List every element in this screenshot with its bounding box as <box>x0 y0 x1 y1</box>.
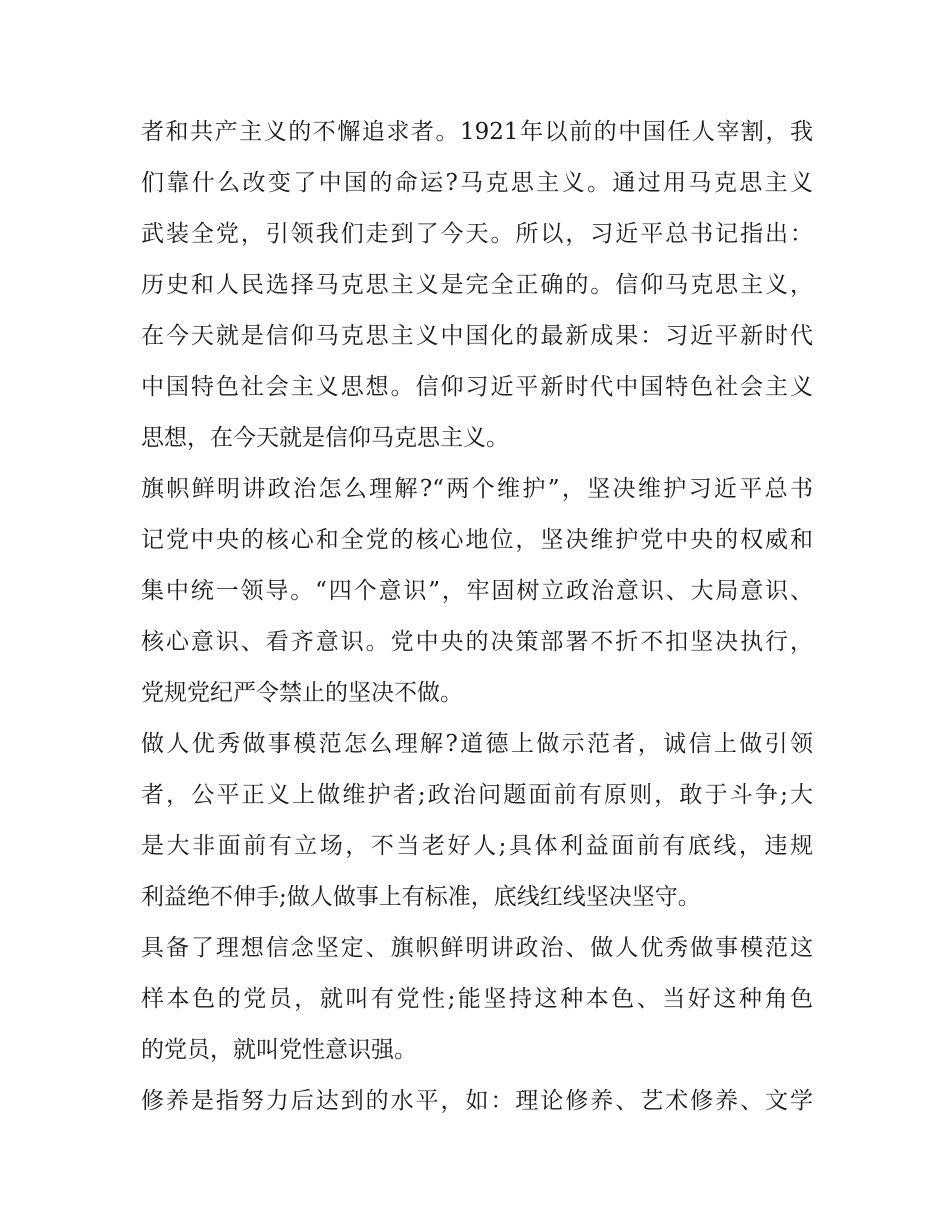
text-line: 集中统一领导。“四个意识”，牢固树立政治意识、大局意识、 <box>141 578 813 604</box>
text-line: 样本色的党员，就叫有党性;能坚持这种本色、当好这种角色 <box>141 986 813 1012</box>
text-line: 具备了理想信念坚定、旗帜鲜明讲政治、做人优秀做事模范这 <box>141 935 813 961</box>
text-line: 旗帜鲜明讲政治怎么理解?“两个维护”，坚决维护习近平总书 <box>141 476 813 502</box>
text-line: 者和共产主义的不懈追求者。1921年以前的中国任人宰割，我 <box>141 119 813 145</box>
text-line: 在今天就是信仰马克思主义中国化的最新成果：习近平新时代 <box>141 323 813 349</box>
text-line: 修养是指努力后达到的水平，如：理论修养、艺术修养、文学 <box>141 1088 813 1114</box>
text-line: 核心意识、看齐意识。党中央的决策部署不折不扣坚决执行， <box>141 629 813 655</box>
text-line: 者，公平正义上做维护者;政治问题面前有原则，敢于斗争;大 <box>141 782 813 808</box>
text-line: 记党中央的核心和全党的核心地位，坚决维护党中央的权威和 <box>141 527 813 553</box>
text-line: 的党员，就叫党性意识强。 <box>141 1037 417 1063</box>
body-text <box>141 107 813 1127</box>
text-line: 是大非面前有立场，不当老好人;具体利益面前有底线，违规 <box>141 833 813 859</box>
text-line: 利益绝不伸手;做人做事上有标准，底线红线坚决坚守。 <box>141 884 701 910</box>
text-line: 党规党纪严令禁止的坚决不做。 <box>141 680 463 706</box>
text-line: 思想，在今天就是信仰马克思主义。 <box>141 425 509 451</box>
text-line: 历史和人民选择马克思主义是完全正确的。信仰马克思主义， <box>141 272 813 298</box>
text-line: 做人优秀做事模范怎么理解?道德上做示范者，诚信上做引领 <box>141 731 813 757</box>
text-line: 武装全党，引领我们走到了今天。所以，习近平总书记指出： <box>141 221 813 247</box>
text-line: 中国特色社会主义思想。信仰习近平新时代中国特色社会主义 <box>141 374 813 400</box>
text-line: 们靠什么改变了中国的命运?马克思主义。通过用马克思主义 <box>141 170 813 196</box>
